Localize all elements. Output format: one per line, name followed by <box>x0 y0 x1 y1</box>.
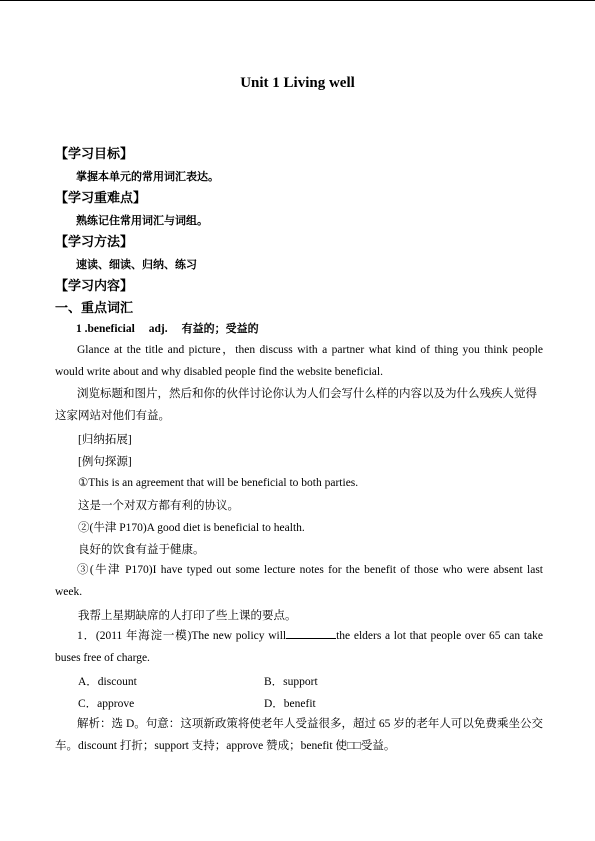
answer-blank <box>286 628 336 639</box>
option-a: A．discount <box>78 676 137 688</box>
question-1 <box>55 625 543 669</box>
vocab-entry <box>76 320 273 336</box>
example-1-chinese: 这是一个对双方都有利的协议。 <box>78 500 239 512</box>
vocab-word: 1 .beneficial <box>76 323 135 335</box>
example-3-english: ③(牛津 P170)I have typed out some lecture notes for the benefit of those who were absent last week. <box>55 564 543 598</box>
methods-heading: 【学习方法】 <box>55 235 134 250</box>
objectives-text: 掌握本单元的常用词汇表达。 <box>76 170 219 183</box>
explanation: 解析：选 D。句意：这项新政策将使老年人受益很多，超过 65 岁的老年人可以免费乘坐公交车。discount 打折；support 支持；approve 赞成；benefit 使□□受益。 <box>55 718 543 752</box>
example-2-english: ②(牛津 P170)A good diet is beneficial to health. <box>78 522 305 534</box>
section-heading: 一、重点词汇 <box>55 301 134 316</box>
question-1-stem: 1．(2011 年海淀一模)The new policy will <box>77 630 287 642</box>
key-points-text: 熟练记住常用词汇与词组。 <box>76 214 208 227</box>
header-rule <box>0 0 595 1</box>
vocab-pos: adj. <box>148 323 168 335</box>
page-title: Unit 1 Living well <box>240 75 355 91</box>
context-chinese: 浏览标题和图片，然后和你的伙伴讨论你认为人们会写什么样的内容以及为什么残疾人觉得这家网站对他们有益。 <box>55 388 537 422</box>
option-b: B．support <box>264 676 318 688</box>
context-english: Glance at the title and picture，then discuss with a partner what kind of thing you think people would write about and why disabled people find the website beneficial. <box>55 344 543 378</box>
vocab-meaning: 有益的；受益的 <box>181 322 259 335</box>
example-2-chinese: 良好的饮食有益于健康。 <box>78 544 205 556</box>
example-1-english: ①This is an agreement that will be beneficial to both parties. <box>78 477 359 489</box>
example-3-chinese: 我帮上星期缺席的人打印了些上课的要点。 <box>78 610 297 622</box>
summary-label: [归纳拓展] <box>78 434 132 446</box>
content-heading: 【学习内容】 <box>55 279 134 294</box>
option-c: C．approve <box>78 698 135 710</box>
methods-text: 速读、细读、归纳、练习 <box>76 258 197 271</box>
question-1-rest: the elders a lot that people over 65 can take buses free of charge. <box>55 630 543 664</box>
objectives-heading: 【学习目标】 <box>55 147 134 162</box>
option-d: D．benefit <box>264 698 316 710</box>
example-label: [例句探源] <box>78 456 132 468</box>
key-points-heading: 【学习重难点】 <box>55 191 147 206</box>
